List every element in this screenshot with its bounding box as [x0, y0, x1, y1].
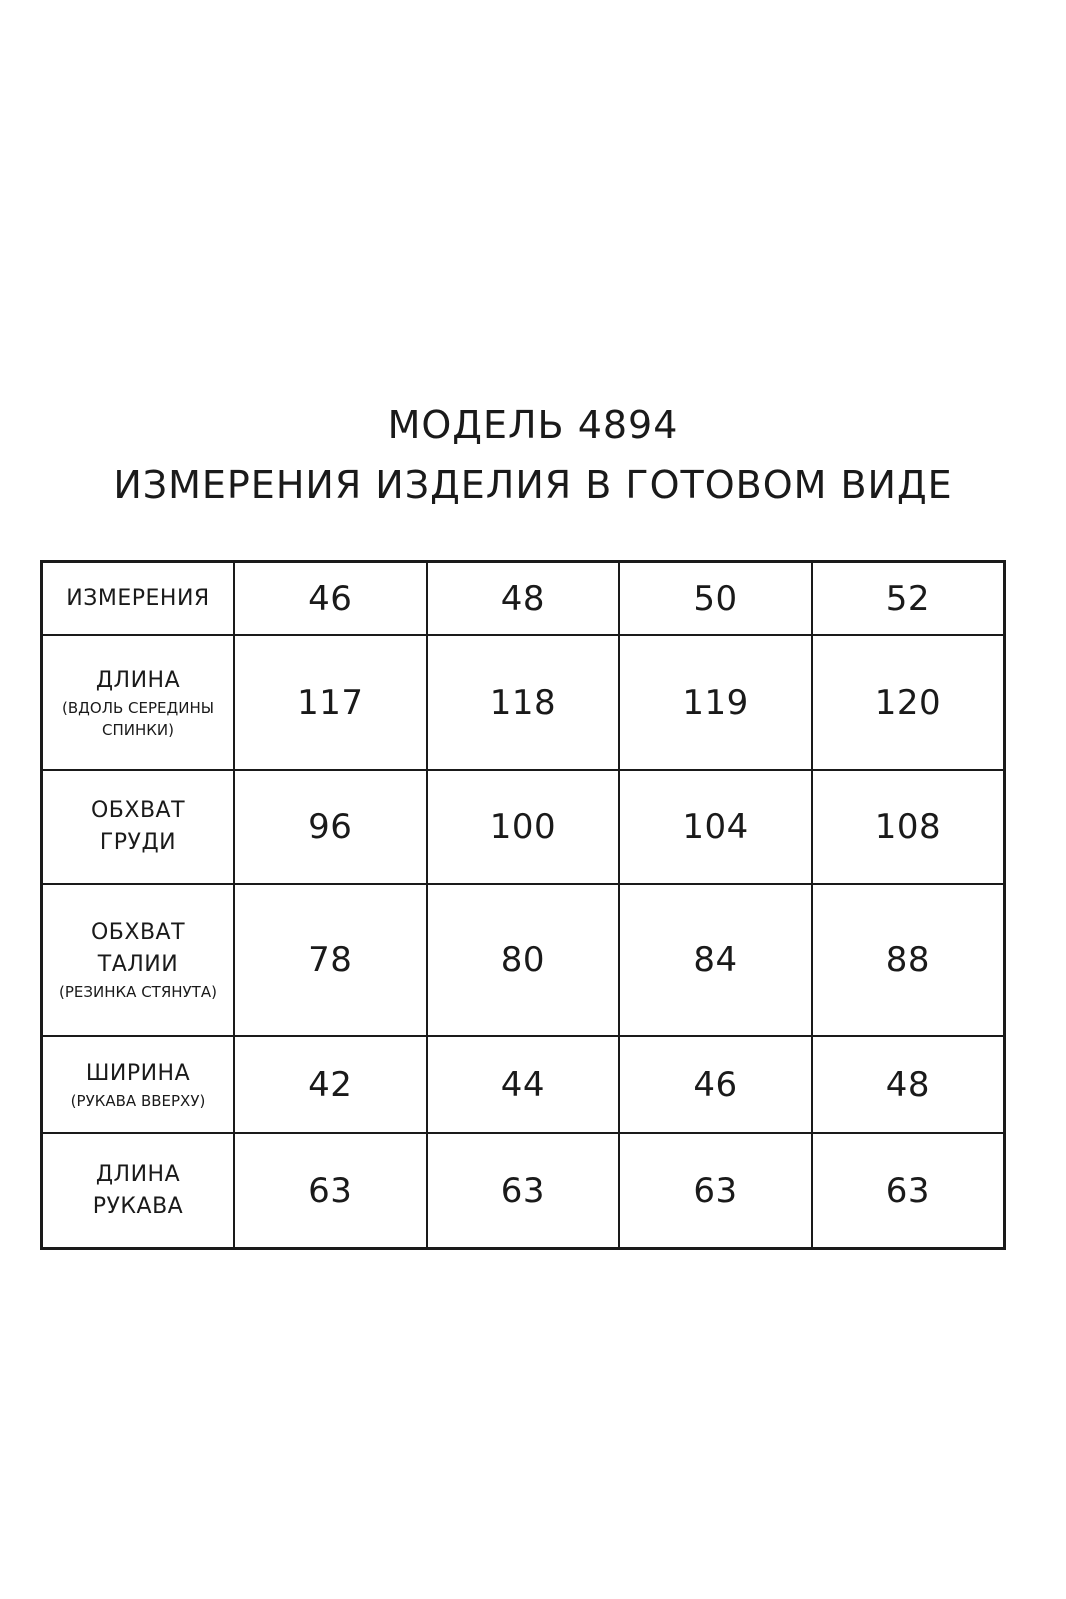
- row-note: (ВДОЛЬ СЕРЕДИНЫ СПИНКИ): [62, 698, 214, 739]
- value-cell: [234, 635, 427, 770]
- row-label: ШИРИНА: [85, 1060, 191, 1086]
- measurement-value: 88: [885, 940, 931, 981]
- value-cell: [619, 884, 812, 1036]
- measurement-value: 100: [489, 807, 557, 848]
- size-cell: [427, 562, 620, 636]
- size-value: 48: [500, 578, 546, 619]
- size-table: [40, 560, 1006, 1250]
- value-cell: [427, 770, 620, 884]
- size-value: 52: [885, 578, 931, 619]
- model-title: МОДЕЛЬ 4894: [387, 403, 679, 447]
- measurement-value: 46: [693, 1064, 738, 1105]
- measurement-value: 120: [874, 682, 942, 723]
- value-cell: [619, 1133, 812, 1248]
- table-header-row: [42, 562, 1005, 636]
- table-row: [42, 1133, 1005, 1248]
- value-cell: [427, 884, 620, 1036]
- measurement-value: 118: [489, 682, 557, 723]
- measurement-value: 44: [500, 1064, 546, 1105]
- row-label-cell: [42, 1036, 235, 1133]
- measurement-value: 108: [874, 807, 942, 848]
- table-row: [42, 1036, 1005, 1133]
- value-cell: [812, 1133, 1005, 1248]
- measurement-value: 96: [308, 807, 353, 848]
- title-block: [0, 395, 1066, 515]
- table-row: [42, 884, 1005, 1036]
- measurement-value: 63: [693, 1170, 738, 1211]
- value-cell: [427, 1036, 620, 1133]
- row-label-cell: [42, 635, 235, 770]
- row-label-cell: [42, 770, 235, 884]
- measurement-value: 104: [682, 807, 749, 848]
- row-label: ДЛИНА РУКАВА: [92, 1161, 184, 1219]
- row-label-cell: [42, 1133, 235, 1248]
- row-label: ОБХВАТ ГРУДИ: [90, 798, 186, 856]
- size-cell: [234, 562, 427, 636]
- header-label-cell: [42, 562, 235, 636]
- table-row: [42, 770, 1005, 884]
- size-value: 50: [693, 578, 738, 619]
- value-cell: [812, 1036, 1005, 1133]
- value-cell: [234, 884, 427, 1036]
- measurement-value: 80: [500, 940, 546, 981]
- measurement-value: 48: [885, 1064, 931, 1105]
- value-cell: [234, 1133, 427, 1248]
- size-value: 46: [308, 578, 353, 619]
- row-label-cell: [42, 884, 235, 1036]
- row-note: (РЕЗИНКА СТЯНУТА): [59, 983, 217, 1002]
- measurement-value: 84: [693, 940, 738, 981]
- row-label: ДЛИНА: [95, 667, 181, 693]
- value-cell: [234, 1036, 427, 1133]
- measurement-value: 78: [308, 940, 353, 981]
- measurement-value: 63: [500, 1170, 546, 1211]
- row-label: ОБХВАТ ТАЛИИ: [90, 920, 186, 978]
- header-label: ИЗМЕРЕНИЯ: [66, 585, 210, 611]
- value-cell: [812, 770, 1005, 884]
- value-cell: [812, 635, 1005, 770]
- size-cell: [619, 562, 812, 636]
- table-row: [42, 635, 1005, 770]
- measurement-value: 63: [308, 1170, 353, 1211]
- value-cell: [812, 884, 1005, 1036]
- value-cell: [234, 770, 427, 884]
- measurement-value: 42: [308, 1064, 353, 1105]
- value-cell: [427, 635, 620, 770]
- measurement-value: 63: [885, 1170, 931, 1211]
- row-note: (РУКАВА ВВЕРХУ): [70, 1091, 206, 1110]
- value-cell: [619, 1036, 812, 1133]
- value-cell: [619, 770, 812, 884]
- measurement-value: 119: [682, 682, 749, 723]
- measurements-subtitle: ИЗМЕРЕНИЯ ИЗДЕЛИЯ В ГОТОВОМ ВИДЕ: [113, 463, 953, 507]
- value-cell: [619, 635, 812, 770]
- value-cell: [427, 1133, 620, 1248]
- size-cell: [812, 562, 1005, 636]
- measurement-value: 117: [297, 682, 364, 723]
